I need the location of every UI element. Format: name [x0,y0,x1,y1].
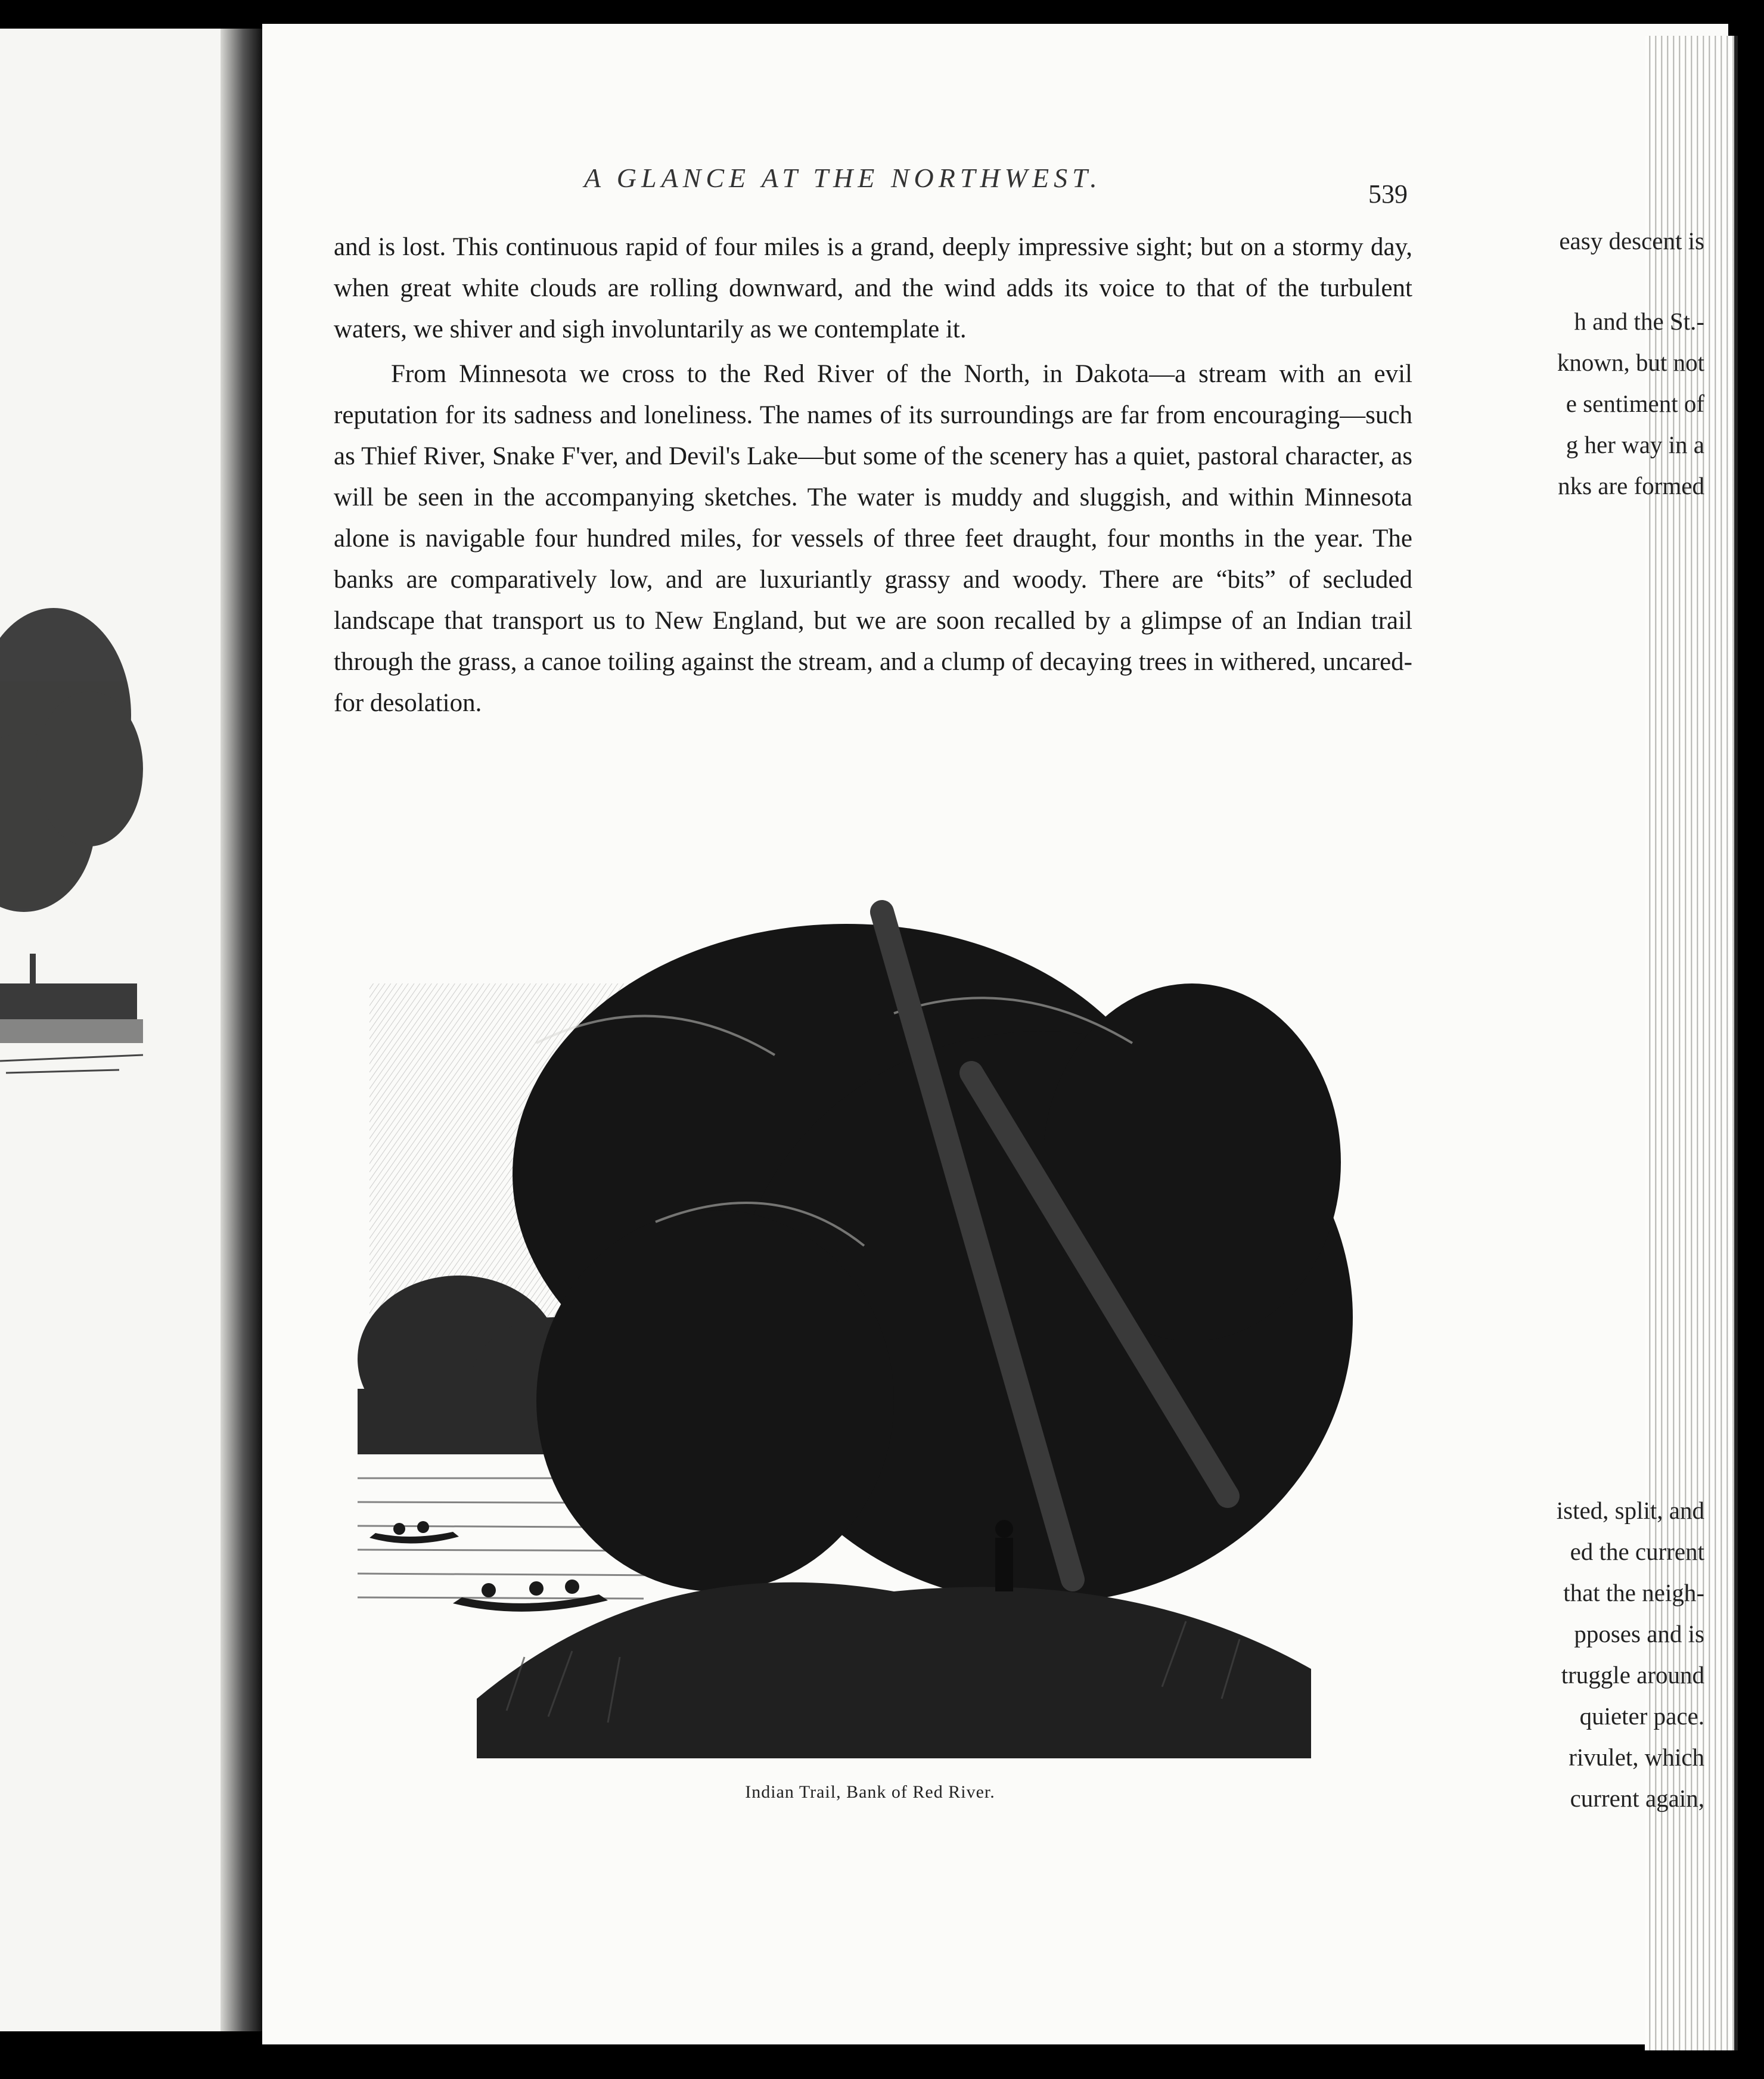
left-page-line: ed the current [1570,1538,1704,1565]
left-page-line: that the neigh- [1563,1579,1704,1606]
left-page-line: h and the St.- [1574,308,1704,335]
left-page-line: known, but not [1557,349,1704,376]
left-page-line: g her way in a [1566,431,1704,458]
left-page-line: pposes and is [1574,1620,1704,1647]
paragraph: From Minnesota we cross to the Red River of the North, in Dakota—a stream with an evil reputation for its sadness and loneliness. The names of its surroundings are far from encouraging—such as Thief River, Snake F'ver, and Devil's Lake—but some of the scenery has a quiet, pastoral character, as will be seen in the accompanying sketches. The water is muddy and sluggish, and within Minnesota alone is navigable four hundred miles, for vessels of three feet draught, four months in the year. The banks are comparatively low, and are luxuriantly grassy and woody. There are “bits” of secluded landscape that transport us to New England, but we are soon recalled by a glimpse of an Indian trail through the grass, a canoe toiling against the stream, and a clump of decaying trees in withered, uncared-for desolation. [334,360,1412,717]
left-page-engraving [0,572,149,1138]
body-text [334,226,1412,724]
book-gutter [220,29,262,2031]
left-page-line: isted, split, and [1556,1497,1704,1524]
left-page-line: current again, [1570,1785,1704,1812]
left-page-line: nks are formed [1558,472,1704,499]
running-head: A GLANCE AT THE NORTHWEST. [584,163,1102,193]
left-page-line: rivulet, which [1569,1743,1704,1771]
indian-trail-engraving [358,864,1371,1758]
left-page-line: easy descent is [1559,227,1704,255]
paragraph: and is lost. This continuous rapid of four miles is a grand, deeply impressive sight; but on a stormy day, when great white clouds are rolling downward, and the wind adds its voice to that of the turbulent waters, we shiver and sigh involuntarily as we contemplate it. [334,233,1412,343]
left-page-line: quieter pace. [1579,1702,1704,1730]
illustration-caption: Indian Trail, Bank of Red River. [745,1782,995,1802]
page-number: 539 [1368,179,1408,209]
left-page-line: truggle around [1561,1661,1704,1689]
left-page-line: e sentiment of [1566,390,1704,417]
